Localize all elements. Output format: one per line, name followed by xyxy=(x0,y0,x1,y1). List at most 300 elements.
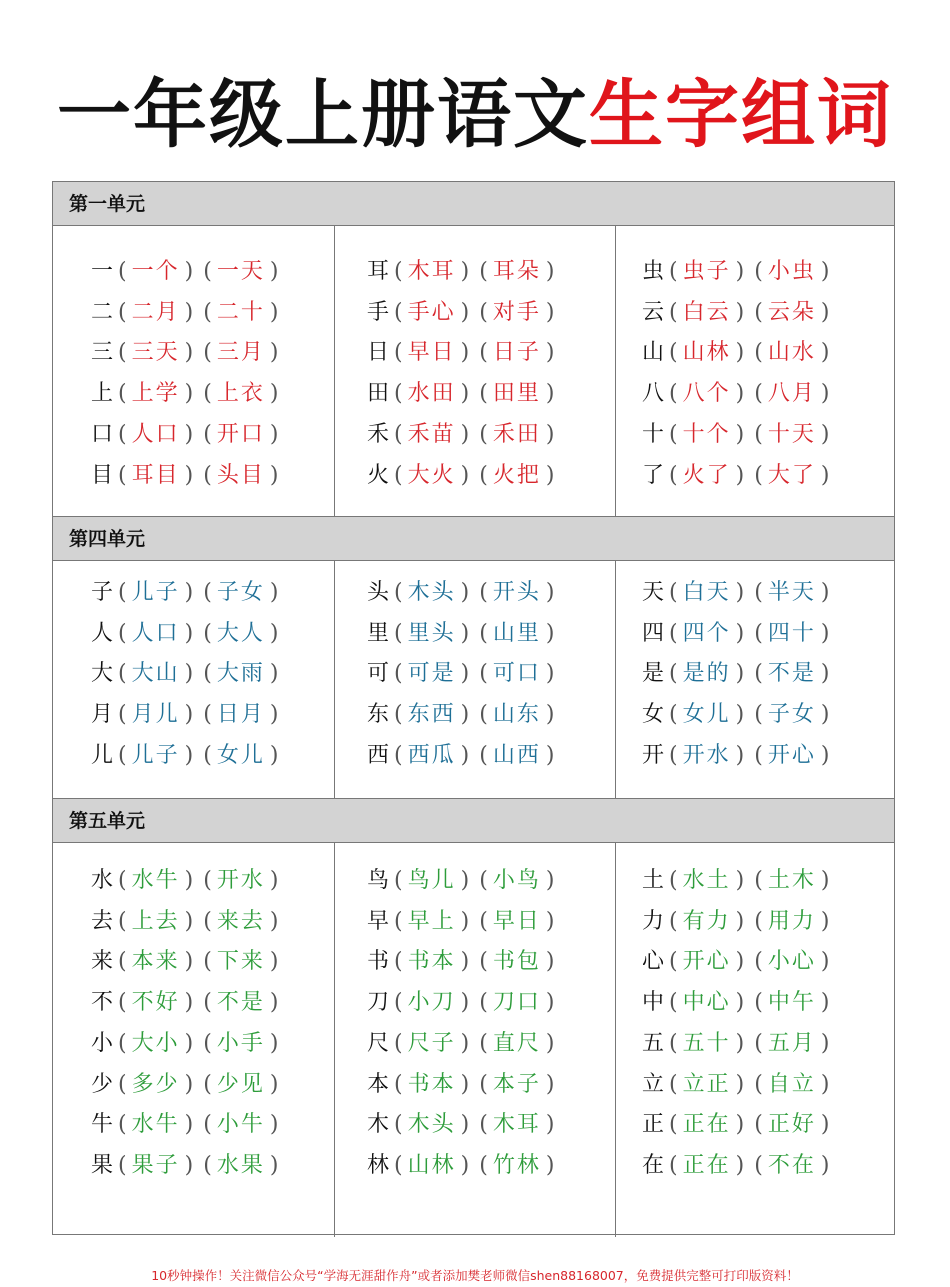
word-one: 开水 xyxy=(682,742,731,768)
paren-close: ) xyxy=(735,949,745,975)
word-row xyxy=(335,614,615,654)
word-row xyxy=(53,415,334,455)
word-one: 东西 xyxy=(407,702,456,728)
word-one: 手心 xyxy=(407,299,456,325)
paren-open: ( xyxy=(479,421,488,447)
word-one: 四个 xyxy=(682,620,731,646)
word-one: 木耳 xyxy=(407,259,456,284)
paren-open: ( xyxy=(118,620,127,646)
paren-close: ) xyxy=(735,1071,745,1097)
word-two: 刀口 xyxy=(492,990,541,1016)
word-one: 水土 xyxy=(682,868,731,893)
paren-close: ) xyxy=(820,908,830,934)
word-one: 正在 xyxy=(682,1152,731,1178)
word-column xyxy=(615,561,896,799)
paren-open: ( xyxy=(203,702,212,728)
word-one: 水牛 xyxy=(131,868,180,893)
word-one: 虫子 xyxy=(682,259,731,284)
paren-close: ) xyxy=(184,990,194,1016)
paren-open: ( xyxy=(118,868,127,893)
paren-open: ( xyxy=(118,381,127,407)
paren-close: ) xyxy=(184,868,194,893)
paren-close: ) xyxy=(735,462,745,488)
word-two: 土木 xyxy=(767,868,816,893)
word-row xyxy=(53,252,334,292)
word-two: 大人 xyxy=(216,620,265,646)
word-column xyxy=(334,226,615,516)
word-one: 中心 xyxy=(682,990,731,1016)
paren-close: ) xyxy=(269,340,279,366)
character: 林 xyxy=(367,1152,390,1178)
word-two: 十天 xyxy=(767,421,816,447)
paren-open: ( xyxy=(203,620,212,646)
word-row xyxy=(616,695,896,735)
paren-close: ) xyxy=(820,1071,830,1097)
word-one: 五十 xyxy=(682,1030,731,1056)
paren-open: ( xyxy=(394,462,403,488)
paren-open: ( xyxy=(118,661,127,687)
character: 立 xyxy=(642,1071,665,1097)
paren-close: ) xyxy=(460,661,470,687)
character: 天 xyxy=(642,580,665,605)
paren-open: ( xyxy=(479,868,488,893)
character: 鸟 xyxy=(367,868,390,893)
character: 八 xyxy=(642,381,665,407)
word-two: 中午 xyxy=(767,990,816,1016)
character: 月 xyxy=(91,702,114,728)
paren-open: ( xyxy=(203,462,212,488)
word-row xyxy=(616,736,896,776)
paren-open: ( xyxy=(394,1030,403,1056)
word-two: 用力 xyxy=(767,908,816,934)
paren-open: ( xyxy=(754,868,763,893)
word-two: 山水 xyxy=(767,340,816,366)
word-row xyxy=(616,573,896,613)
character: 可 xyxy=(367,661,390,687)
paren-open: ( xyxy=(118,1152,127,1178)
word-two: 不是 xyxy=(767,661,816,687)
paren-close: ) xyxy=(460,742,470,768)
paren-open: ( xyxy=(669,580,678,605)
paren-close: ) xyxy=(460,868,470,893)
word-two: 半天 xyxy=(767,580,816,605)
word-two: 子女 xyxy=(767,702,816,728)
paren-close: ) xyxy=(545,1071,555,1097)
paren-open: ( xyxy=(118,1112,127,1138)
paren-close: ) xyxy=(545,1152,555,1178)
paren-close: ) xyxy=(735,1112,745,1138)
word-one: 大小 xyxy=(131,1030,180,1056)
word-row xyxy=(53,1146,334,1186)
paren-close: ) xyxy=(460,620,470,646)
word-one: 火了 xyxy=(682,462,731,488)
word-table xyxy=(52,181,895,1235)
character: 田 xyxy=(367,381,390,407)
word-one: 书本 xyxy=(407,1071,456,1097)
paren-close: ) xyxy=(460,908,470,934)
word-column xyxy=(615,843,896,1237)
paren-open: ( xyxy=(394,949,403,975)
paren-close: ) xyxy=(460,259,470,284)
paren-close: ) xyxy=(269,259,279,284)
character: 三 xyxy=(91,340,114,366)
word-row xyxy=(335,1065,615,1105)
paren-open: ( xyxy=(754,1152,763,1178)
paren-close: ) xyxy=(545,908,555,934)
paren-open: ( xyxy=(754,421,763,447)
word-one: 多少 xyxy=(131,1071,180,1097)
paren-close: ) xyxy=(269,421,279,447)
word-two: 上衣 xyxy=(216,381,265,407)
unit-title: 第五单元 xyxy=(53,799,894,843)
paren-close: ) xyxy=(269,620,279,646)
paren-close: ) xyxy=(820,340,830,366)
character: 虫 xyxy=(642,259,665,284)
character: 耳 xyxy=(367,259,390,284)
word-row xyxy=(335,983,615,1023)
paren-open: ( xyxy=(754,340,763,366)
paren-open: ( xyxy=(479,1030,488,1056)
word-two: 头目 xyxy=(216,462,265,488)
word-two: 山里 xyxy=(492,620,541,646)
word-two: 一天 xyxy=(216,259,265,284)
paren-close: ) xyxy=(460,381,470,407)
paren-open: ( xyxy=(479,1112,488,1138)
paren-open: ( xyxy=(754,462,763,488)
title-black-part: 一年级上册语文 xyxy=(57,72,589,158)
paren-open: ( xyxy=(754,381,763,407)
paren-open: ( xyxy=(479,1071,488,1097)
word-one: 本来 xyxy=(131,949,180,975)
paren-open: ( xyxy=(394,868,403,893)
word-row xyxy=(335,1146,615,1186)
word-two: 大了 xyxy=(767,462,816,488)
paren-close: ) xyxy=(184,381,194,407)
paren-close: ) xyxy=(735,299,745,325)
word-two: 开口 xyxy=(216,421,265,447)
word-one: 不好 xyxy=(131,990,180,1016)
paren-open: ( xyxy=(479,908,488,934)
word-row xyxy=(53,374,334,414)
unit-section xyxy=(53,516,894,799)
paren-open: ( xyxy=(394,1112,403,1138)
paren-close: ) xyxy=(460,702,470,728)
word-one: 一个 xyxy=(131,259,180,284)
paren-open: ( xyxy=(479,580,488,605)
paren-close: ) xyxy=(820,868,830,893)
character: 火 xyxy=(367,462,390,488)
word-two: 耳朵 xyxy=(492,259,541,284)
paren-open: ( xyxy=(203,661,212,687)
paren-open: ( xyxy=(118,580,127,605)
paren-close: ) xyxy=(545,421,555,447)
paren-close: ) xyxy=(545,949,555,975)
paren-open: ( xyxy=(203,259,212,284)
word-row xyxy=(335,654,615,694)
paren-open: ( xyxy=(669,661,678,687)
paren-close: ) xyxy=(735,421,745,447)
paren-open: ( xyxy=(479,742,488,768)
paren-close: ) xyxy=(184,742,194,768)
paren-close: ) xyxy=(184,620,194,646)
paren-close: ) xyxy=(820,742,830,768)
word-two: 火把 xyxy=(492,462,541,488)
paren-close: ) xyxy=(269,462,279,488)
word-row xyxy=(53,333,334,373)
paren-close: ) xyxy=(545,462,555,488)
word-two: 三月 xyxy=(216,340,265,366)
paren-open: ( xyxy=(118,462,127,488)
paren-open: ( xyxy=(479,259,488,284)
word-two: 小鸟 xyxy=(492,868,541,893)
word-row xyxy=(616,983,896,1023)
paren-open: ( xyxy=(754,949,763,975)
paren-open: ( xyxy=(203,990,212,1016)
character: 在 xyxy=(642,1152,665,1178)
paren-close: ) xyxy=(269,1071,279,1097)
paren-open: ( xyxy=(754,661,763,687)
paren-open: ( xyxy=(479,620,488,646)
word-row xyxy=(335,902,615,942)
word-one: 耳目 xyxy=(131,462,180,488)
word-one: 木头 xyxy=(407,1112,456,1138)
word-two: 早日 xyxy=(492,908,541,934)
paren-open: ( xyxy=(394,381,403,407)
paren-open: ( xyxy=(118,908,127,934)
word-row xyxy=(335,374,615,414)
character: 果 xyxy=(91,1152,114,1178)
paren-close: ) xyxy=(269,1030,279,1056)
word-row xyxy=(616,861,896,901)
word-column xyxy=(615,226,896,516)
character: 牛 xyxy=(91,1112,114,1138)
paren-close: ) xyxy=(184,421,194,447)
word-one: 正在 xyxy=(682,1112,731,1138)
word-row xyxy=(53,573,334,613)
word-row xyxy=(53,614,334,654)
character: 力 xyxy=(642,908,665,934)
paren-open: ( xyxy=(754,908,763,934)
word-one: 小刀 xyxy=(407,990,456,1016)
word-row xyxy=(616,1105,896,1145)
paren-close: ) xyxy=(735,580,745,605)
character: 本 xyxy=(367,1071,390,1097)
paren-open: ( xyxy=(669,702,678,728)
word-one: 上学 xyxy=(131,381,180,407)
word-column xyxy=(334,843,615,1237)
paren-close: ) xyxy=(460,1030,470,1056)
paren-open: ( xyxy=(118,1030,127,1056)
word-two: 大雨 xyxy=(216,661,265,687)
paren-open: ( xyxy=(669,868,678,893)
paren-open: ( xyxy=(669,421,678,447)
word-row xyxy=(335,456,615,496)
paren-open: ( xyxy=(394,661,403,687)
paren-close: ) xyxy=(820,421,830,447)
paren-open: ( xyxy=(754,259,763,284)
character: 少 xyxy=(91,1071,114,1097)
paren-close: ) xyxy=(460,299,470,325)
paren-open: ( xyxy=(394,580,403,605)
paren-open: ( xyxy=(394,990,403,1016)
paren-open: ( xyxy=(203,1071,212,1097)
character: 小 xyxy=(91,1030,114,1056)
paren-close: ) xyxy=(735,620,745,646)
character: 人 xyxy=(91,620,114,646)
word-one: 木头 xyxy=(407,580,456,605)
word-one: 水牛 xyxy=(131,1112,180,1138)
word-two: 自立 xyxy=(767,1071,816,1097)
word-two: 子女 xyxy=(216,580,265,605)
word-row xyxy=(335,1105,615,1145)
paren-open: ( xyxy=(203,381,212,407)
word-one: 里头 xyxy=(407,620,456,646)
paren-close: ) xyxy=(545,742,555,768)
word-row xyxy=(616,252,896,292)
paren-open: ( xyxy=(669,462,678,488)
paren-close: ) xyxy=(820,580,830,605)
paren-close: ) xyxy=(545,620,555,646)
paren-open: ( xyxy=(754,1112,763,1138)
paren-close: ) xyxy=(460,990,470,1016)
word-row xyxy=(53,1105,334,1145)
unit-title: 第四单元 xyxy=(53,517,894,561)
word-row xyxy=(53,736,334,776)
unit-body xyxy=(53,843,894,1237)
word-one: 三天 xyxy=(131,340,180,366)
paren-open: ( xyxy=(203,580,212,605)
paren-open: ( xyxy=(203,908,212,934)
footer-note: 10秒钟操作！关注微信公众号“学海无涯甜作舟”或者添加樊老师微信shen88168007，免费提供完整可打印版资料！ xyxy=(151,1268,799,1283)
word-row xyxy=(53,1065,334,1105)
word-row xyxy=(616,942,896,982)
unit-section xyxy=(53,798,894,1237)
paren-open: ( xyxy=(669,1030,678,1056)
word-one: 白云 xyxy=(682,299,731,325)
paren-close: ) xyxy=(184,580,194,605)
paren-close: ) xyxy=(545,299,555,325)
word-row xyxy=(616,654,896,694)
word-two: 二十 xyxy=(216,299,265,325)
paren-open: ( xyxy=(479,661,488,687)
word-one: 果子 xyxy=(131,1152,180,1178)
word-one: 大火 xyxy=(407,462,456,488)
character: 里 xyxy=(367,620,390,646)
character: 口 xyxy=(91,421,114,447)
word-two: 日子 xyxy=(492,340,541,366)
paren-close: ) xyxy=(545,340,555,366)
word-row xyxy=(616,333,896,373)
paren-close: ) xyxy=(820,381,830,407)
paren-close: ) xyxy=(735,1030,745,1056)
paren-open: ( xyxy=(118,742,127,768)
paren-close: ) xyxy=(269,1112,279,1138)
word-one: 女儿 xyxy=(682,702,731,728)
paren-close: ) xyxy=(820,702,830,728)
paren-open: ( xyxy=(394,259,403,284)
paren-open: ( xyxy=(394,620,403,646)
character: 子 xyxy=(91,580,114,605)
word-row xyxy=(616,415,896,455)
word-two: 水果 xyxy=(216,1152,265,1178)
paren-close: ) xyxy=(460,949,470,975)
paren-open: ( xyxy=(669,340,678,366)
paren-open: ( xyxy=(203,1030,212,1056)
word-two: 女儿 xyxy=(216,742,265,768)
word-two: 山西 xyxy=(492,742,541,768)
paren-close: ) xyxy=(269,742,279,768)
word-one: 上去 xyxy=(131,908,180,934)
word-two: 云朵 xyxy=(767,299,816,325)
word-one: 书本 xyxy=(407,949,456,975)
word-row xyxy=(616,1146,896,1186)
word-one: 人口 xyxy=(131,620,180,646)
paren-close: ) xyxy=(545,381,555,407)
paren-open: ( xyxy=(118,702,127,728)
word-row xyxy=(335,942,615,982)
paren-close: ) xyxy=(269,990,279,1016)
character: 了 xyxy=(642,462,665,488)
paren-open: ( xyxy=(203,949,212,975)
unit-body xyxy=(53,226,894,516)
word-row xyxy=(335,695,615,735)
paren-close: ) xyxy=(545,580,555,605)
word-two: 下来 xyxy=(216,949,265,975)
paren-open: ( xyxy=(203,1112,212,1138)
character: 水 xyxy=(91,868,114,893)
paren-open: ( xyxy=(669,1071,678,1097)
word-one: 人口 xyxy=(131,421,180,447)
paren-open: ( xyxy=(118,990,127,1016)
paren-close: ) xyxy=(735,702,745,728)
paren-open: ( xyxy=(754,299,763,325)
character: 木 xyxy=(367,1112,390,1138)
character: 云 xyxy=(642,299,665,325)
word-column xyxy=(334,561,615,799)
word-two: 直尺 xyxy=(492,1030,541,1056)
title-red-part: 生字组词 xyxy=(589,72,893,158)
word-two: 正好 xyxy=(767,1112,816,1138)
word-one: 禾苗 xyxy=(407,421,456,447)
unit-title: 第一单元 xyxy=(53,182,894,226)
paren-close: ) xyxy=(735,742,745,768)
paren-close: ) xyxy=(269,299,279,325)
word-two: 日月 xyxy=(216,702,265,728)
character: 一 xyxy=(91,259,114,284)
character: 大 xyxy=(91,661,114,687)
word-one: 二月 xyxy=(131,299,180,325)
paren-open: ( xyxy=(754,702,763,728)
character: 四 xyxy=(642,620,665,646)
word-row xyxy=(53,942,334,982)
word-one: 早日 xyxy=(407,340,456,366)
character: 中 xyxy=(642,990,665,1016)
paren-open: ( xyxy=(669,1152,678,1178)
word-one: 是的 xyxy=(682,661,731,687)
paren-open: ( xyxy=(203,340,212,366)
paren-open: ( xyxy=(479,462,488,488)
word-two: 禾田 xyxy=(492,421,541,447)
paren-open: ( xyxy=(754,1030,763,1056)
paren-close: ) xyxy=(460,580,470,605)
unit-section xyxy=(53,182,894,516)
paren-close: ) xyxy=(184,1152,194,1178)
paren-open: ( xyxy=(669,742,678,768)
word-row xyxy=(53,902,334,942)
paren-open: ( xyxy=(479,990,488,1016)
character: 正 xyxy=(642,1112,665,1138)
paren-open: ( xyxy=(394,340,403,366)
